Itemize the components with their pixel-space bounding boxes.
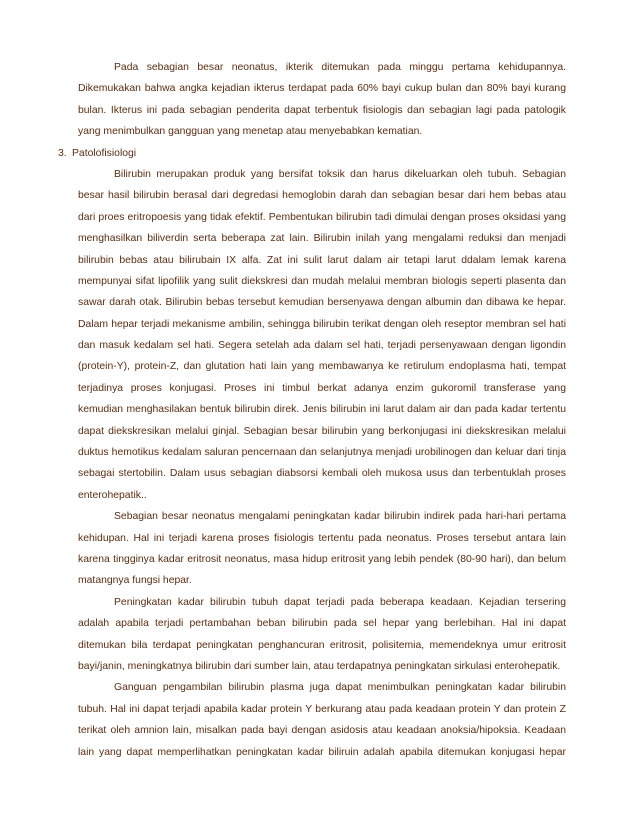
text-line: lain yang dapat memperlihatkan peningkatan kadar biliruin adalah apabila ditemukan konjugasi hepar	[78, 746, 566, 758]
text-line: terjadinya proses konjugasi. Proses ini timbul berkat adanya enzim gukoromil transferase yang	[78, 382, 566, 394]
text-line: bulan. Ikterus ini pada sebagian penderita dapat terbentuk fisiologis dan sebagian lagi pada patologik	[78, 104, 566, 116]
text-line: adalah apabila terjadi pertambahan beban bilirubin pada sel hepar yang berlebihan. Hal ini dapat	[78, 618, 566, 630]
text-line: sebagai stertobilin. Dalam usus sebagian diabsorsi kembali oleh mukosa usus dan terbentuklah proses	[78, 468, 566, 480]
text-line: yang menimbulkan gangguan yang menetap atau menyebabkan kematian.	[78, 126, 423, 138]
text-line: mempunyai sifat lipofilik yang sulit diekskresi dan mudah melalui membran biologis seperti plasenta dan	[78, 275, 566, 287]
text-line: sawar darah otak. Bilirubin bebas tersebut kemudian bersenyawa dengan albumin dan dibawa ke hepar.	[78, 297, 566, 309]
text-line: duktus hemotikus kedalam saluran pencernaan dan selanjutnya menjadi urobilinogen dan keluar dari tinja	[78, 447, 566, 459]
text-line: tubuh. Hal ini dapat terjadi apabila kadar protein Y berkurang atau pada keadaan protein Y dan protein Z	[78, 703, 566, 715]
text-line: terikat oleh amnion lain, misalkan pada bayi dengan asidosis atau keadaan anoksia/hipoksia. Keadaan	[78, 725, 566, 737]
text-line: enterohepatik..	[78, 489, 147, 501]
text-line: Sebagian besar neonatus mengalami peningkatan kadar bilirubin indirek pada hari-hari pertama	[114, 511, 566, 523]
text-line: Dikemukakan bahwa angka kejadian ikterus terdapat pada 60% bayi cukup bulan dan 80% bayi kurang	[78, 83, 566, 95]
text-line: dari proes eritropoesis yang tidak efektif. Pembentukan bilirubin tadi dimulai dengan proses oksidasi yang	[78, 211, 566, 223]
section-heading	[58, 143, 566, 164]
text-line: Pada sebagian besar neonatus, ikterik ditemukan pada minggu pertama kehidupannya.	[114, 62, 566, 73]
text-line: Peningkatan kadar bilirubin tubuh dapat terjadi pada beberapa keadaan. Kejadian tersering	[114, 596, 566, 608]
text-line: menghasilkan biliverdin serta beberapa zat lain. Bilirubin inilah yang mengalami reduksi dan menjadi	[78, 233, 566, 245]
text-line: kemudian menghasilakan bentuk bilirubin direk. Jenis bilirubin ini larut dalam air dan pada kadar tertentu	[78, 404, 566, 416]
text-line: Ganguan pengambilan bilirubin plasma juga dapat menimbulkan peningkatan kadar bilirubin	[114, 682, 566, 694]
text-line: Bilirubin merupakan produk yang bersifat toksik dan harus dikeluarkan oleh tubuh. Sebagian	[114, 168, 566, 180]
text-line: kehidupan. Hal ini terjadi karena proses fisiologis tertentu pada neonatus. Proses tersebut antara lain	[78, 532, 566, 544]
section-number: 3.	[58, 147, 67, 159]
text-line: karena tingginya kadar eritrosit neonatus, masa hidup eritrosit yang lebih pendek (80-90 hari), dan belum	[78, 553, 566, 565]
document-body	[58, 57, 566, 763]
text-line: dapat diekskresikan melalui ginjal. Sebagian besar bilirubin yang berkonjugasi ini diekskresikan melalui	[78, 425, 566, 437]
text-line: Dalam hepar terjadi mekanisme ambilin, sehingga bilirubin terikat dengan oleh reseptor membran sel hati	[78, 318, 566, 330]
text-line: matangnya fungsi hepar.	[78, 575, 192, 587]
text-line: bayi/janin, meningkatnya bilirubin dari sumber lain, atau terdapatnya peningkatan sirkulasi enterohepatik.	[78, 660, 561, 672]
text-line: bilirubin bebas atau bilirubain IX alfa. Zat ini sulit larut dalam air tetapi larut ddalam lemak karena	[78, 254, 566, 266]
text-line: dan masuk kedalam sel hati. Segera setelah ada dalam sel hati, terjadi persenyawaan dengan ligondin	[78, 340, 566, 352]
section-title: Patolofisiologi	[72, 147, 137, 159]
text-line: (protein-Y), protein-Z, dan glutation hati lain yang membawanya ke retirulum endoplasma hati, tempat	[78, 361, 566, 373]
text-line: besar hasil bilirubin berasal dari degredasi hemoglobin darah dan sebagian besar dari hem bebas atau	[78, 190, 566, 202]
text-line: ditemukan bila terdapat peningkatan penghancuran eritrosit, polisitemia, memendeknya umur eritrosit	[78, 639, 566, 651]
